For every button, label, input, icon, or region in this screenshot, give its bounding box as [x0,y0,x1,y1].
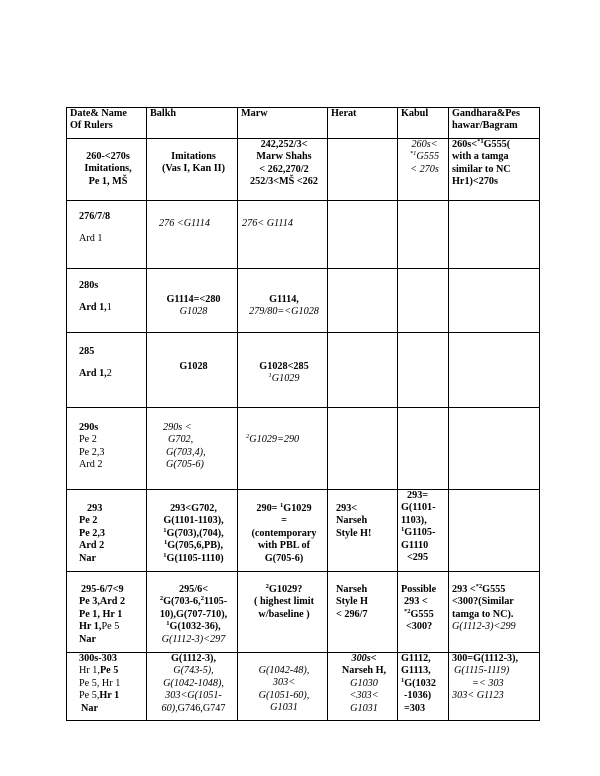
cell-line [401,151,448,163]
cell-text: G1105- [404,527,436,539]
cell-line: 279/80=<G1028 [249,306,319,318]
cell-line: Nar [79,552,96,564]
cell-text: 293 < [452,584,476,595]
cell-line [452,584,539,596]
header-gandhara [449,108,540,139]
cell-line: G1028 [179,306,208,318]
cell-line: (Vas I, Kan II) [161,163,226,175]
table-row [67,408,540,490]
cell-text: 2 [106,368,112,380]
cell-text: G(1032-36), [169,621,221,633]
gandhara-cell [449,490,540,572]
cell-text: G1029=290 [249,434,300,445]
cell-line: Nar [81,702,98,714]
cell-line: Narseh H, [341,665,387,677]
cell-line: 260-<270s [86,151,130,162]
cell-line: Ard 1 [79,233,103,245]
cell-line: G(1101-1103), [163,515,224,527]
cell-line: G(1101- [401,502,436,514]
cell-line: G(743-5), [173,665,214,677]
cell-line: G1031 [350,702,378,714]
cell-line: 293 < [404,596,428,608]
date-cell [67,408,147,490]
cell-line: Pe 2,3 [79,446,105,458]
cell-line: G(703,4), [166,446,206,458]
header-gandhara-line: Gandhara&Pes [452,108,520,119]
cell-line: < 296/7 [336,608,368,620]
table-row [67,490,540,572]
kabul-cell [398,408,449,490]
balkh-cell [147,139,238,201]
gandhara-cell [449,139,540,201]
superscript: 2 [200,595,204,603]
balkh-cell [147,653,238,721]
herat-cell [328,269,398,333]
cell-line: Ard 2 [79,540,105,552]
cell-line [241,584,327,596]
date-cell [67,139,147,201]
cell-line: G1030 [350,677,378,689]
superscript: 1 [401,526,405,534]
kabul-cell [398,139,449,201]
cell-text: G555 [410,608,434,620]
cell-line: Style H [336,596,368,608]
cell-text: G(1032 [404,677,436,689]
cell-line: Pe 5, Hr 1 [79,677,121,689]
cell-line: ( highest limit [254,596,314,608]
cell-line: 290s < [163,422,192,433]
cell-text: Hr 1 [99,690,120,702]
spacer [79,292,146,302]
cell-line: <300? [406,621,433,633]
cell-line: 252/3<MŠ <262 [250,176,318,188]
cell-line: G(1051-60), [258,689,310,701]
date-cell [67,269,147,333]
date-cell [67,572,147,653]
superscript: 1 [163,551,167,559]
cell-line: =303 [404,702,426,714]
cell-line: 303< G1123 [452,690,504,702]
cell-line: G(1042-1048), [163,677,224,689]
header-rulers-line: Of Rulers [70,120,113,132]
cell-line: Pe 1, Hr 1 [79,608,123,620]
cell-line: (contemporary [251,527,317,539]
kabul-cell [398,333,449,408]
cell-line: 293= [407,490,429,501]
cell-text: G(703),(704), [166,527,224,539]
cell-line: 303< [272,677,296,689]
balkh-cell [147,333,238,408]
superscript: *1 [409,150,417,158]
cell-line: Pe 2 [79,515,98,527]
superscript: 1 [268,372,272,380]
cell-line: G1031 [270,702,298,714]
cell-line: Ard 2 [79,459,103,471]
cell-line: w/baseline ) [258,608,310,620]
marw-cell [238,572,328,653]
date-cell [67,653,147,721]
kabul-cell [398,490,449,572]
cell-text: Ard 1, [79,302,107,314]
cell-line: with a tamga [452,151,509,163]
table-row [67,139,540,201]
cell-text: G(1105-1110) [166,552,224,564]
cell-line: G(1042-48), [258,665,310,676]
cell-text: G746,G747 [177,702,226,714]
cell-line: 300s< [351,653,377,664]
cell-text: Hr 1, [79,665,100,677]
cell-line: 276/7/8 [79,211,111,222]
cell-line [79,302,146,314]
herat-cell [328,333,398,408]
cell-line: G(1115-1119) [454,665,510,677]
cell-line: 293< [336,503,358,514]
kabul-cell [398,269,449,333]
table-row [67,572,540,653]
gandhara-cell [449,201,540,269]
superscript: 2 [265,583,269,590]
cell-line: 260s< [411,139,438,150]
cell-line: Possible [401,584,437,595]
cell-line: 285 [79,346,95,357]
cell-line: G(705-6) [264,552,304,564]
cell-line: <300?(Similar [452,596,514,608]
cell-line: similar to NC [452,163,511,175]
gandhara-cell [449,572,540,653]
cell-line [79,690,146,702]
cell-line: 290s [79,422,99,433]
cell-line: 242,252/3< [260,139,308,150]
cell-text: G1029? [268,584,303,595]
cell-line: G702, [168,434,194,446]
cell-line: Hr1)<270s [452,176,498,188]
cell-line [150,703,237,715]
herat-cell [328,139,398,201]
cell-line [150,596,237,608]
cell-line [79,368,146,380]
superscript: 1 [401,676,405,684]
header-balkh: Balkh [147,108,238,139]
cell-line [401,527,448,539]
superscript: 1 [164,539,168,547]
superscript: 1 [280,502,284,509]
cell-line: < 270s [410,163,439,175]
cell-line: 295-6/7<9 [81,584,124,595]
cell-line: G1028<285 [259,361,309,372]
marw-cell [238,653,328,721]
cell-line [241,503,327,515]
cell-text: 60), [161,702,178,714]
balkh-cell [147,201,238,269]
cell-line [150,621,237,633]
cell-line: <295 [407,552,429,564]
herat-cell [328,653,398,721]
cell-line: 300=G(1112-3), [452,653,519,664]
kabul-cell [398,201,449,269]
herat-cell [328,201,398,269]
spacer [79,358,146,368]
marw-cell [238,269,328,333]
superscript: *2 [475,583,483,590]
marw-cell [238,139,328,201]
cell-line [401,609,448,621]
cell-line: Pe 2,3 [79,527,106,539]
balkh-cell [147,269,238,333]
cell-line [241,373,327,385]
cell-line: 10),G(707-710), [159,608,228,620]
cell-text: 1 [106,302,112,314]
cell-line: G1112, [401,653,431,664]
cell-line: <303< [349,690,379,702]
cell-line: =< 303 [472,677,504,689]
gandhara-cell [449,269,540,333]
balkh-cell [147,408,238,490]
cell-text: 1105- [203,596,228,608]
superscript: 1 [166,620,170,628]
superscript: 2 [246,433,250,440]
cell-line: tamga to NC). [452,608,514,620]
superscript: *2 [404,607,411,615]
cell-line: -1036) [404,690,432,702]
cell-line: G1113, [401,665,431,677]
marw-cell [238,490,328,572]
cell-line: G1114=<280 [166,294,221,305]
header-marw: Marw [238,108,328,139]
cell-line: Narseh [336,515,368,527]
superscript: *1 [477,138,484,145]
table-row [67,269,540,333]
cell-line [401,678,448,690]
cell-line: Imitations [171,151,216,162]
header-date-line: Date& Name [70,108,127,119]
cell-line: < 262,270/2 [259,163,309,175]
marw-cell [238,408,328,490]
cell-line: 293<G702, [170,503,217,514]
cell-text: Pe 5 [99,665,119,677]
cell-line: 1103), [401,514,427,526]
header-kabul: Kabul [398,108,449,139]
cell-line: Pe 2 [79,434,97,446]
cell-line: G1028 [179,361,208,372]
cell-text: G1029 [271,373,300,385]
cell-line: G(1112-3), [171,653,216,664]
cell-text: 260s< [452,139,478,150]
cell-line: G(1112-3)<297 [161,633,226,645]
cell-text: Pe 5, [79,690,100,702]
header-gandhara-line: hawar/Bagram [452,120,518,132]
cell-line: Pe 1, MŠ [88,175,128,187]
cell-line [246,434,327,446]
cell-line: 276< G1114 [242,218,293,229]
cell-line: Marw Shahs [256,151,312,163]
cell-line: Pe 3,Ard 2 [79,596,126,608]
superscript: 2 [159,595,164,603]
cell-line: with PBL of [257,540,311,552]
cell-line: 303<G(1051- [165,690,222,702]
cell-text: G555 [416,151,440,163]
cell-line [79,621,146,633]
herat-cell [328,408,398,490]
cell-line: 280s [79,280,99,291]
cell-line: Nar [79,633,96,645]
cell-text: Ard 1, [79,368,107,380]
cell-line: Style H! [336,527,372,539]
gandhara-cell [449,333,540,408]
kabul-cell [398,653,449,721]
cell-line: G(1112-3)<299 [452,621,516,633]
cell-line: 295/6< [178,584,208,595]
superscript: 1 [163,526,167,534]
cell-line: = [281,515,287,527]
spacer [79,223,146,233]
cell-line [452,139,539,151]
cell-line [150,553,237,565]
cell-line: G1114, [269,294,299,305]
cell-text: Hr 1, [79,621,102,633]
cell-text: G(705,6,PB), [167,540,223,552]
cell-line: Narseh [336,584,368,595]
cell-line: G1110 [401,539,429,551]
cell-line: 293 [87,503,103,514]
date-cell [67,333,147,408]
cell-line: G(705-6) [166,459,204,471]
date-cell [67,201,147,269]
marw-cell [238,333,328,408]
rulers-table [66,107,540,721]
marw-cell [238,201,328,269]
gandhara-cell [449,408,540,490]
header-row [67,108,540,139]
gandhara-cell [449,653,540,721]
header-date [67,108,147,139]
date-cell [67,490,147,572]
table-row [67,653,540,721]
cell-text: G555 [482,584,506,595]
balkh-cell [147,572,238,653]
balkh-cell [147,490,238,572]
table-row [67,201,540,269]
cell-line: 300s-303 [79,653,117,664]
cell-text: 290= [256,503,278,514]
kabul-cell [398,572,449,653]
header-herat: Herat [328,108,398,139]
herat-cell [328,572,398,653]
herat-cell [328,490,398,572]
cell-line [79,665,146,677]
cell-text: G(703-6, [163,596,201,608]
cell-line: Imitations, [84,163,132,175]
cell-line: 276 <G1114 [159,218,210,229]
cell-text: G555( [483,139,511,150]
table-row [67,333,540,408]
cell-text: G1029 [283,503,312,514]
cell-text: Pe 5 [101,621,120,633]
